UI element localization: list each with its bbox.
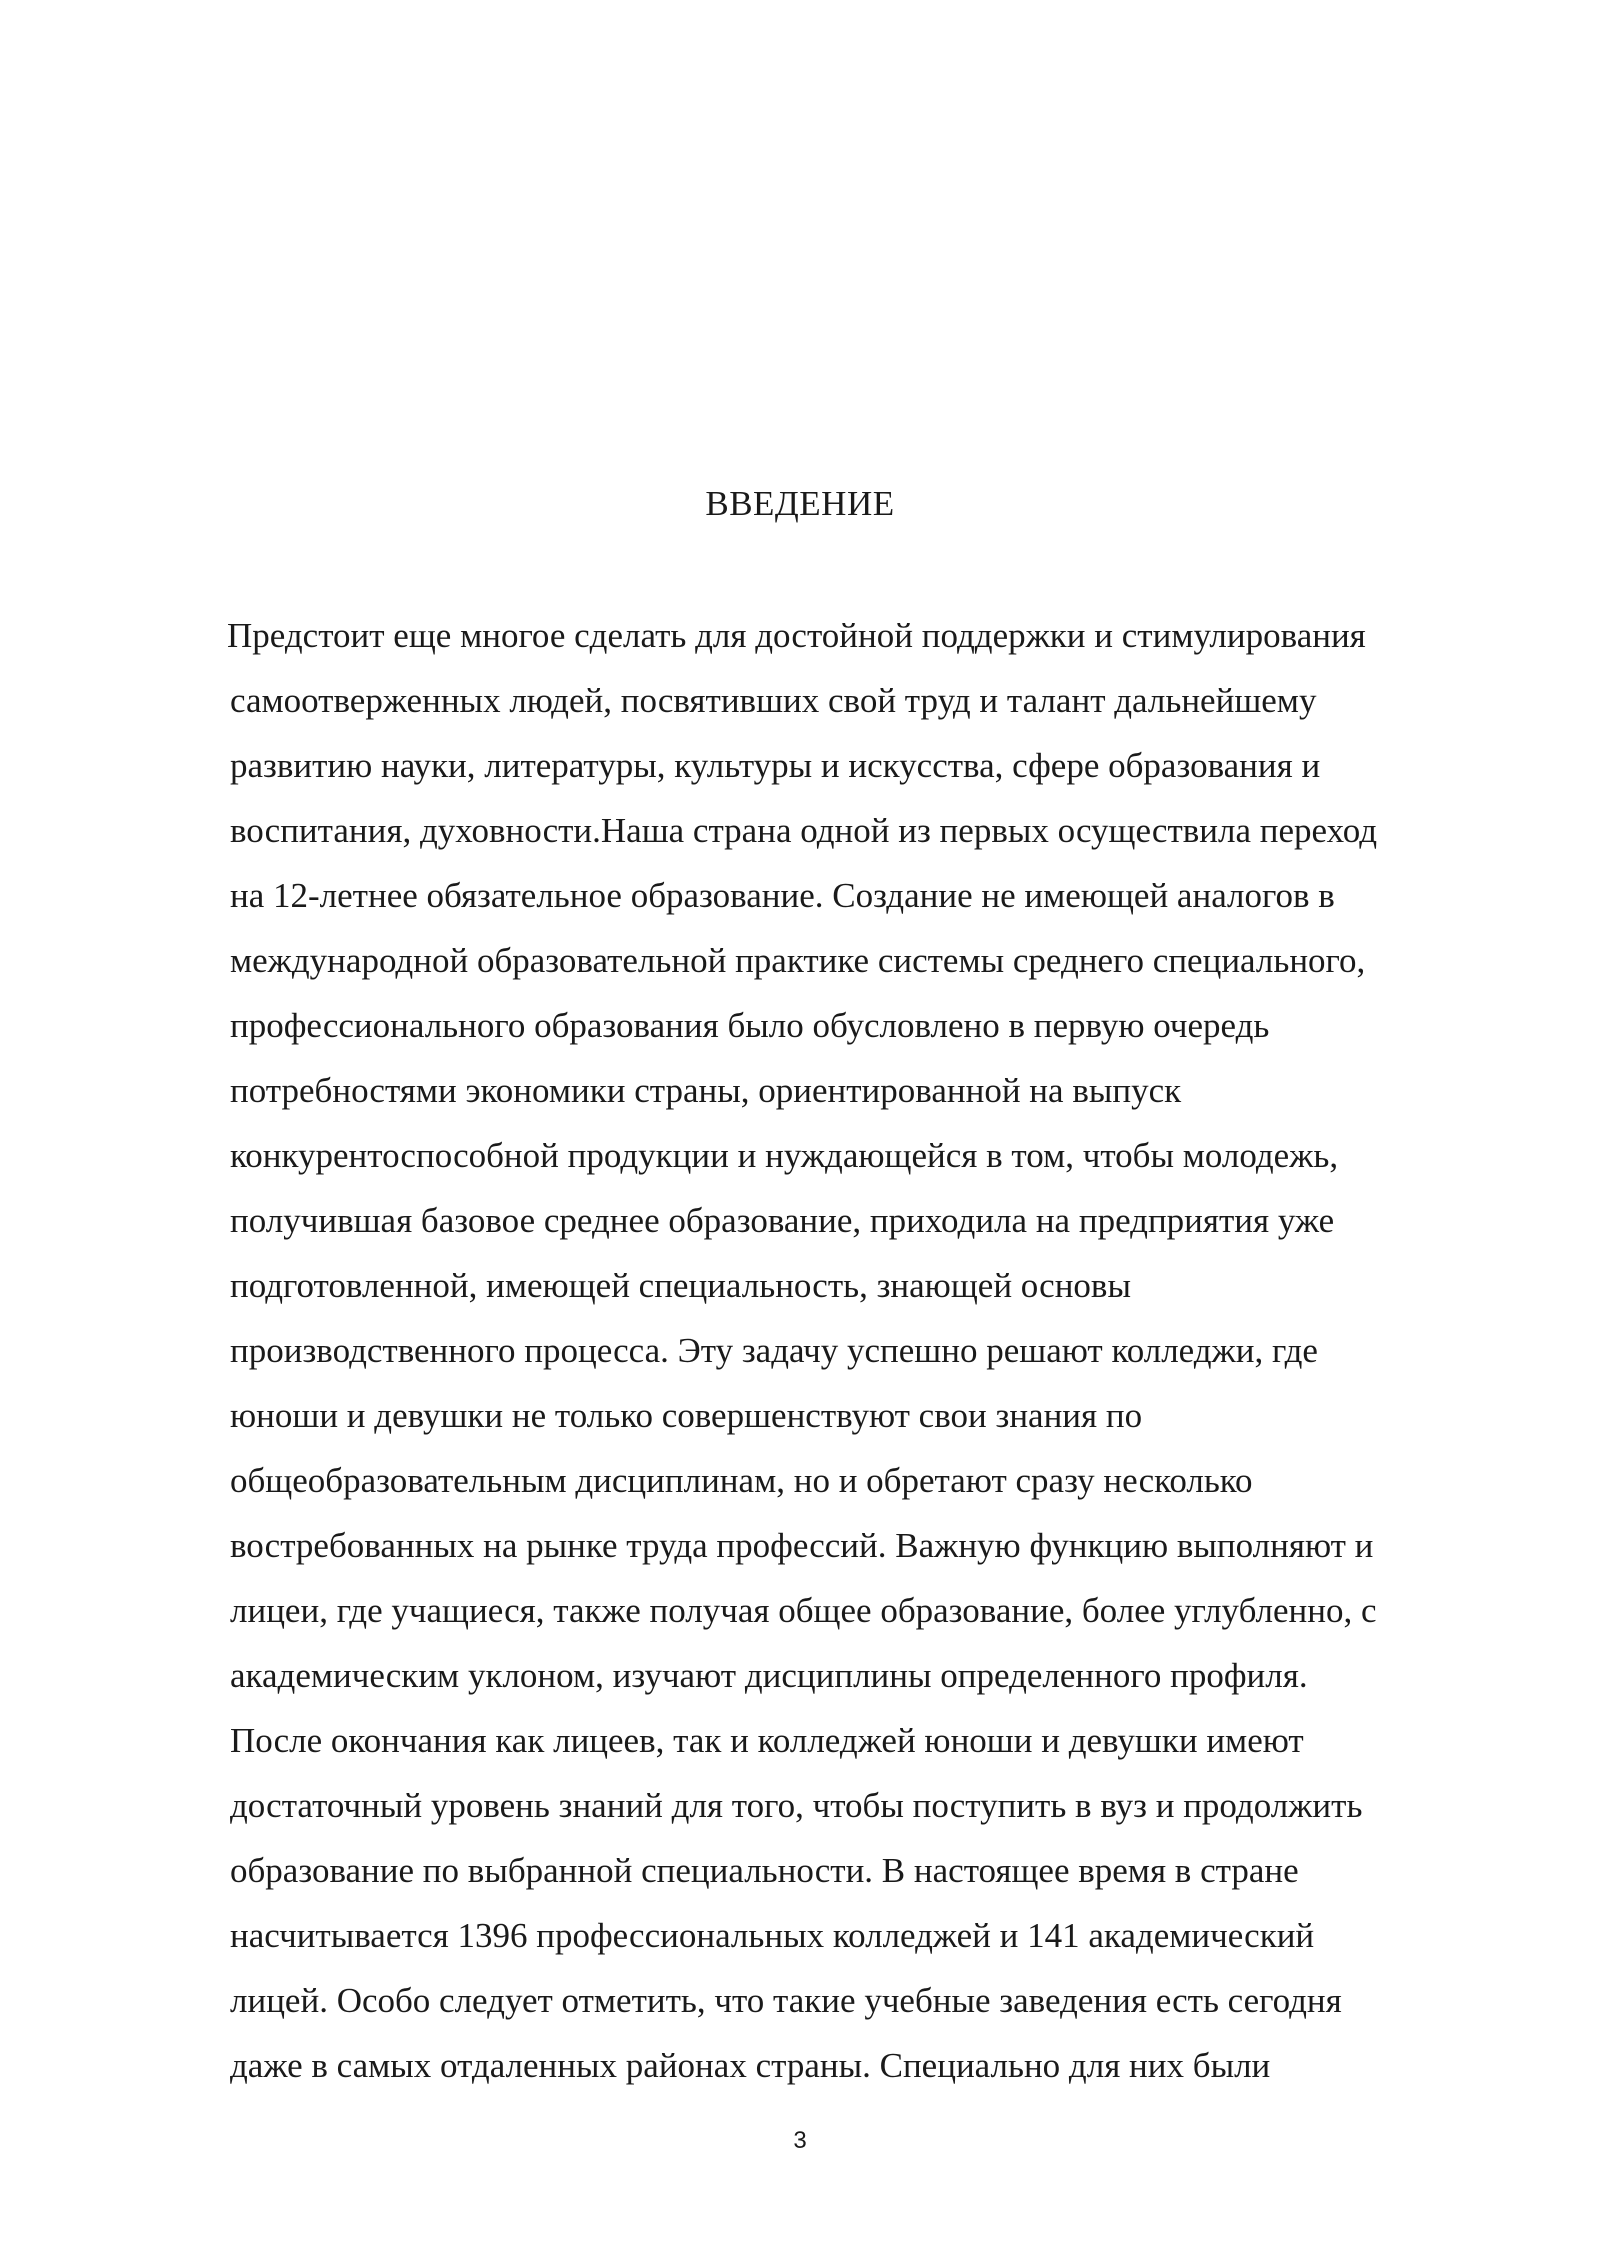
text-line: даже в самых отдаленных районах страны. Специально для них были [230,2046,1271,2085]
text-line: потребностями экономики страны, ориентированной на выпуск [230,1071,1182,1110]
text-line: достаточный уровень знаний для того, чтобы поступить в вуз и продолжить [230,1786,1363,1825]
text-line: насчитывается 1396 профессиональных колледжей и 141 академический [230,1916,1315,1955]
section-heading: ВВЕДЕНИЕ [705,484,895,523]
page-number: 3 [793,2127,807,2154]
text-line: производственного процесса. Эту задачу успешно решают колледжи, где [230,1331,1318,1370]
text-line: востребованных на рынке труда профессий. Важную функцию выполняют и [230,1526,1374,1565]
text-line: общеобразовательным дисциплинам, но и обретают сразу несколько [230,1461,1253,1500]
text-line: Предстоит еще многое сделать для достойной поддержки и стимулирования [227,616,1366,655]
text-line: После окончания как лицеев, так и колледжей юноши и девушки имеют [230,1721,1304,1760]
text-line: международной образовательной практике системы среднего специального, [230,941,1366,980]
text-line: на 12-летнее обязательное образование. Создание не имеющей аналогов в [230,876,1335,915]
text-line: подготовленной, имеющей специальность, знающей основы [230,1266,1131,1305]
text-line: профессионального образования было обусловлено в первую очередь [230,1006,1270,1045]
text-line: академическим уклоном, изучают дисциплины определенного профиля. [230,1656,1308,1695]
text-line: получившая базовое среднее образование, приходила на предприятия уже [230,1201,1335,1240]
text-line: образование по выбранной специальности. В настоящее время в стране [230,1851,1299,1890]
text-line: лицей. Особо следует отметить, что такие учебные заведения есть сегодня [230,1981,1342,2020]
text-line: юноши и девушки не только совершенствуют свои знания по [230,1396,1143,1435]
text-line: воспитания, духовности.Наша страна одной из первых осуществила переход [230,811,1378,850]
text-line: конкурентоспособной продукции и нуждающейся в том, чтобы молодежь, [230,1136,1339,1175]
text-line: развитию науки, литературы, культуры и искусства, сфере образования и [230,746,1321,785]
text-line: лицеи, где учащиеся, также получая общее образование, более углубленно, с [230,1591,1377,1630]
body-paragraph [227,611,1530,2106]
text-line: самоотверженных людей, посвятивших свой труд и талант дальнейшему [230,681,1317,720]
